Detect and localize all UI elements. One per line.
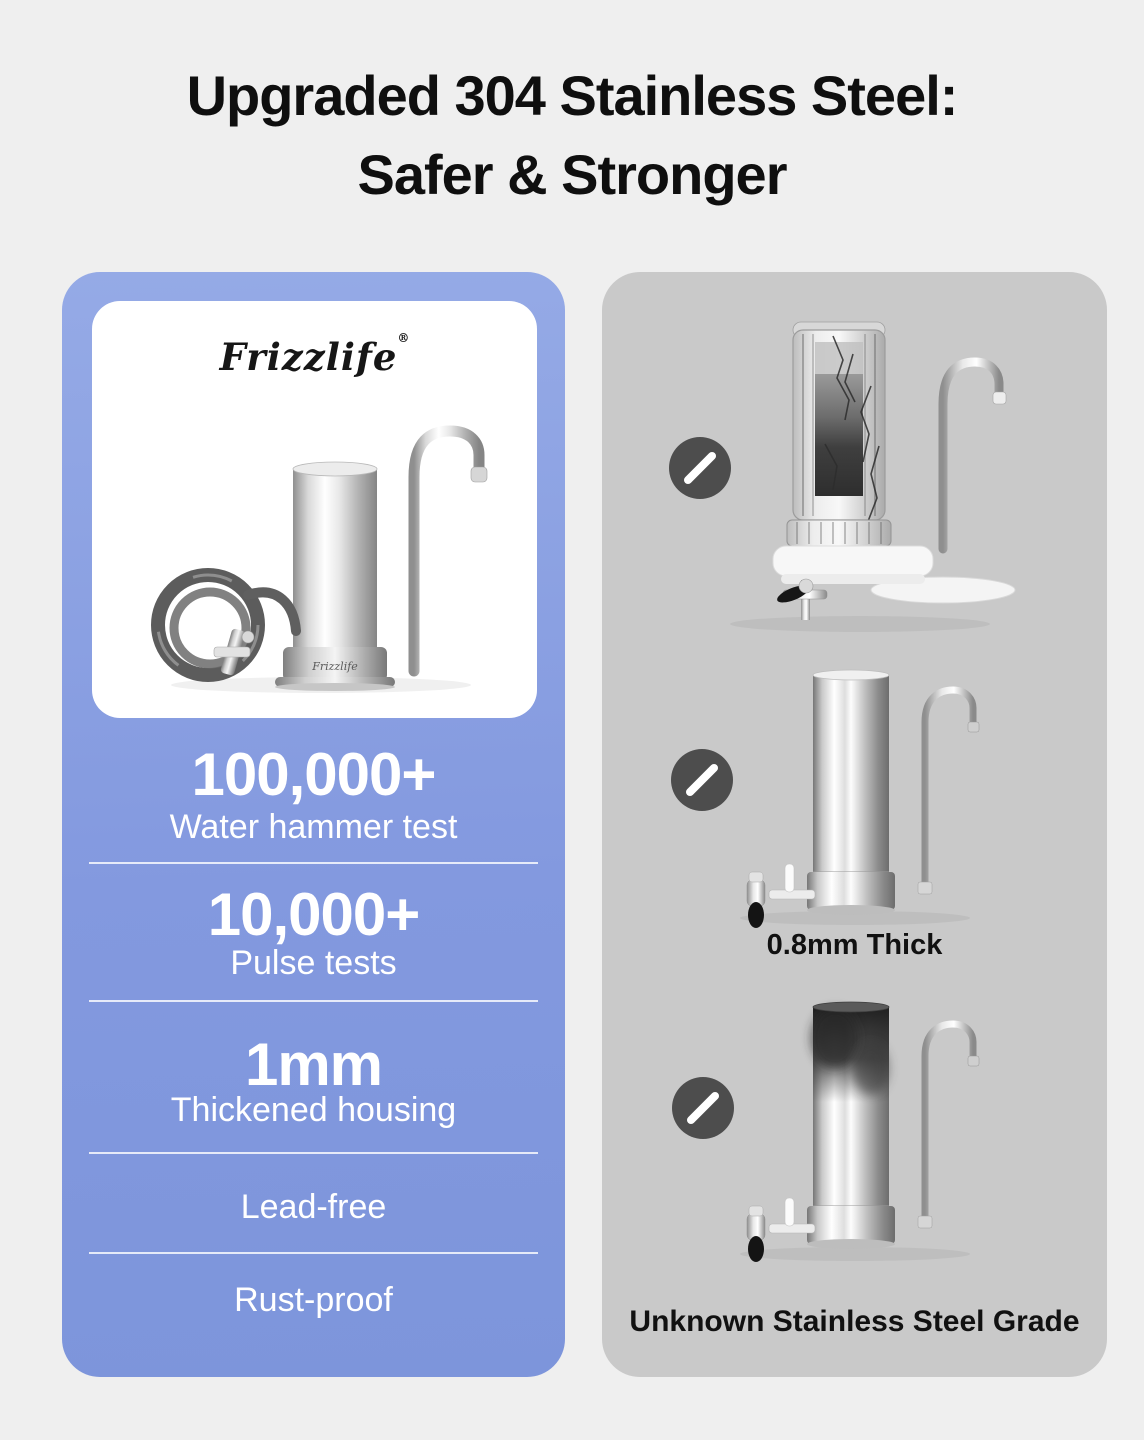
- frizzlife-logo: [92, 331, 537, 379]
- slash-bar: [685, 1090, 720, 1125]
- prohibited-slash-icon: [669, 437, 731, 499]
- divider: [89, 1000, 538, 1002]
- competitor-rusted-stainless-photo: [602, 994, 1107, 1264]
- prohibited-slash-icon: [672, 1077, 734, 1139]
- brand-name: Frizzlife: [219, 335, 398, 379]
- prohibited-slash-icon: [671, 749, 733, 811]
- stat-lead-free-label: Lead-free: [240, 1188, 387, 1226]
- divider: [89, 1252, 538, 1254]
- thin-stainless-filter-image: [685, 668, 1025, 928]
- frizzlife-product-card: [92, 301, 537, 718]
- engraved-brand-label: Frizzlife: [311, 660, 358, 673]
- title-line-1: Upgraded 304 Stainless Steel:: [186, 64, 958, 127]
- title-line-2: Safer & Stronger: [357, 143, 787, 206]
- registered-trademark: ®: [397, 331, 410, 345]
- page-title: [0, 56, 1144, 214]
- stat-housing-thickness-value: 1mm: [244, 1031, 383, 1098]
- stat-pulse-tests-label: Pulse tests: [230, 944, 397, 982]
- divider: [89, 1152, 538, 1154]
- frizzlife-feature-panel: [62, 272, 565, 1377]
- divider: [89, 862, 538, 864]
- competitor-comparison-panel: [602, 272, 1107, 1377]
- competitor-rusted-caption: Unknown Stainless Steel Grade: [629, 1305, 1080, 1338]
- competitor-thin-caption: 0.8mm Thick: [766, 929, 943, 961]
- cracked-plastic-filter-image: [685, 294, 1025, 649]
- stat-water-hammer-label: Water hammer test: [169, 808, 458, 846]
- frizzlife-product-photo: [96, 379, 534, 699]
- stat-water-hammer-value: 100,000+: [191, 741, 436, 808]
- stat-housing-thickness-label: Thickened housing: [170, 1091, 457, 1129]
- slash-bar: [682, 450, 717, 485]
- stat-pulse-tests-value: 10,000+: [207, 881, 420, 948]
- slash-bar: [684, 762, 719, 797]
- stat-rust-proof-label: Rust-proof: [234, 1281, 393, 1319]
- rusted-stainless-filter-image: [685, 994, 1025, 1264]
